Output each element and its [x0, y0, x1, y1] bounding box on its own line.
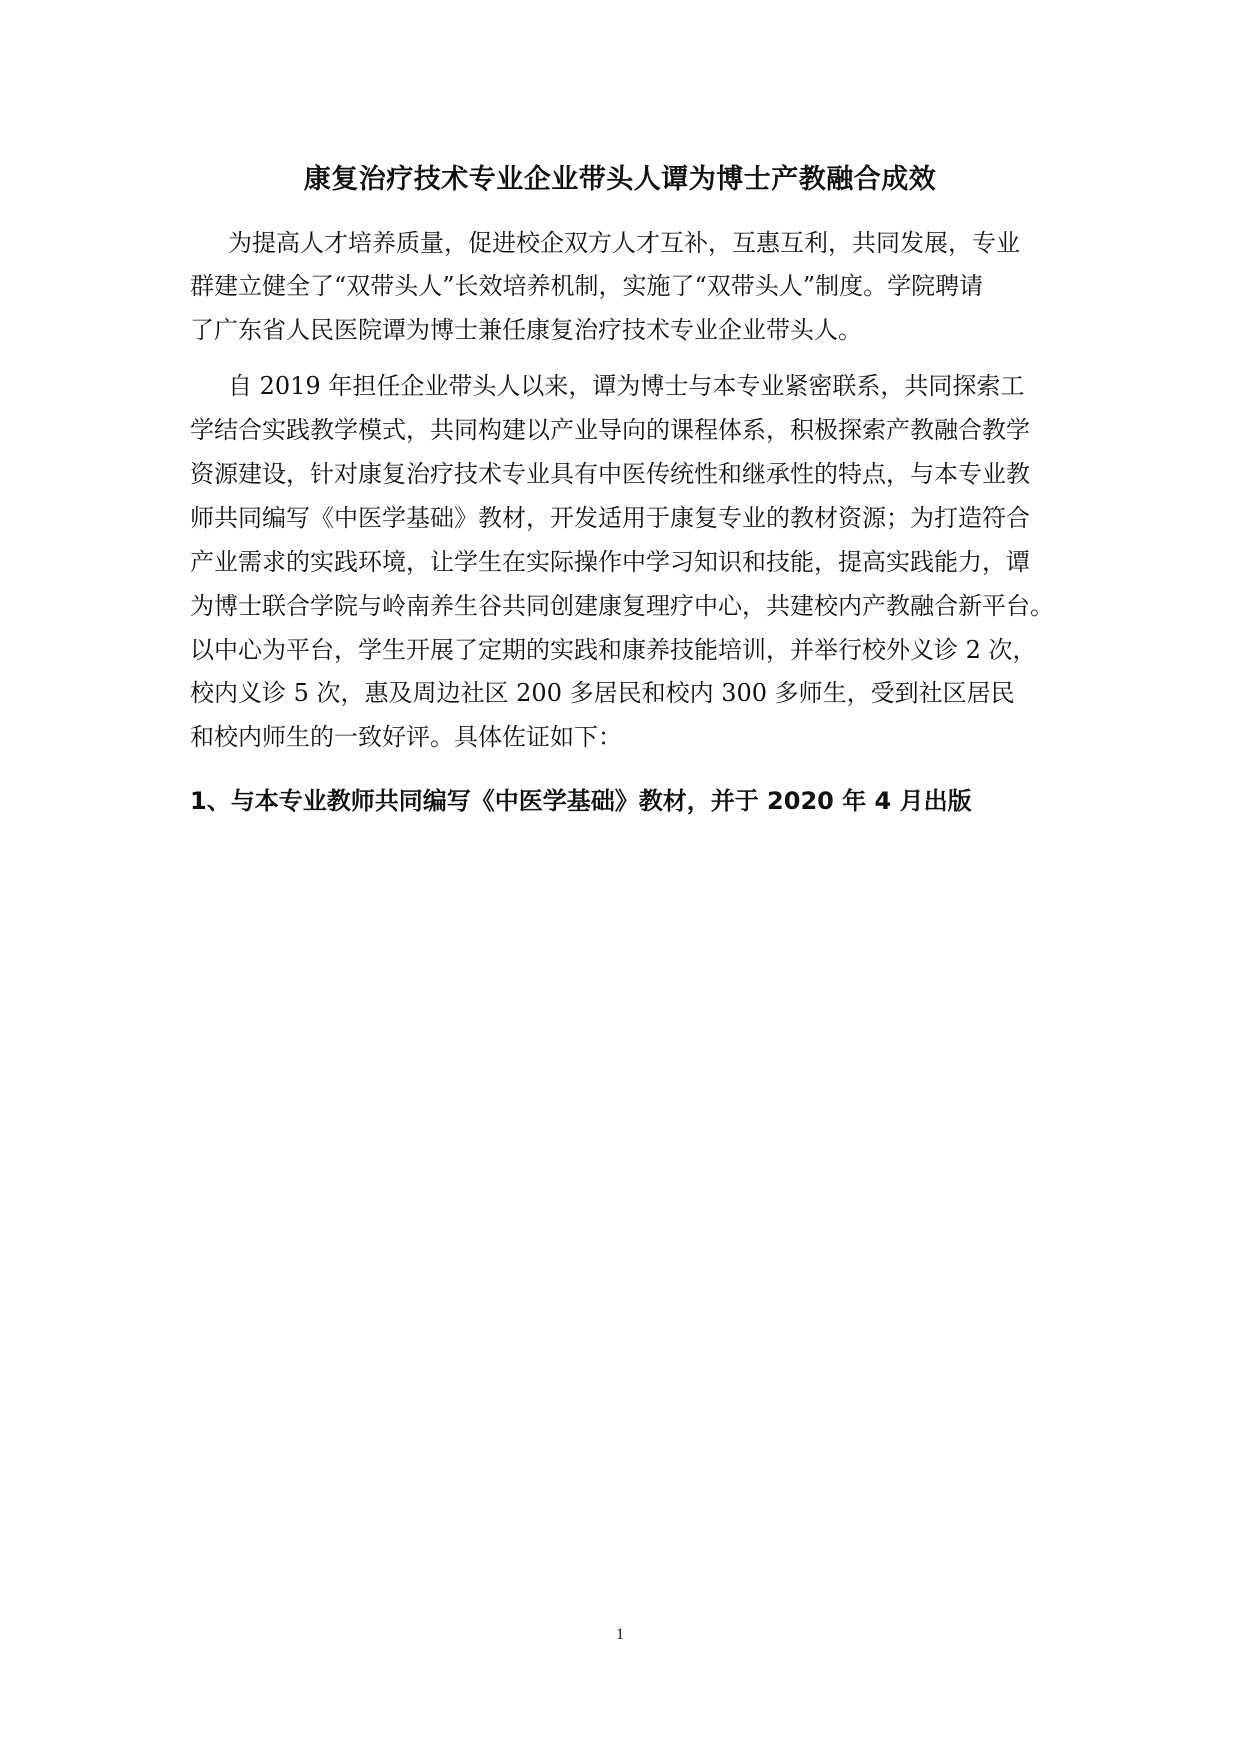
paragraph-line: 以中心为平台，学生开展了定期的实践和康养技能培训，并举行校外义诊 2 次， [190, 636, 1037, 664]
paragraph-line: 校内义诊 5 次，惠及周边社区 200 多居民和校内 300 多师生，受到社区居民 [190, 679, 1015, 707]
paragraph-line: 学结合实践教学模式，共同构建以产业导向的课程体系，积极探索产教融合教学 [190, 416, 1030, 444]
paragraph-line: 了广东省人民医院谭为博士兼任康复治疗技术专业企业带头人。 [190, 316, 862, 344]
paragraph-line: 为博士联合学院与岭南养生谷共同创建康复理疗中心，共建校内产教融合新平台。 [190, 592, 1054, 620]
page-number: 1 [616, 1626, 624, 1643]
document-title: 康复治疗技术专业企业带头人谭为博士产教融合成效 [303, 164, 937, 195]
paragraph-line: 自 2019 年担任企业带头人以来，谭为博士与本专业紧密联系，共同探索工 [228, 372, 1025, 400]
paragraph-line: 和校内师生的一致好评。具体佐证如下： [190, 723, 622, 751]
paragraph-line: 产业需求的实践环境，让学生在实际操作中学习知识和技能，提高实践能力，谭 [190, 548, 1030, 576]
paragraph-line: 资源建设，针对康复治疗技术专业具有中医传统性和继承性的特点，与本专业教 [190, 460, 1030, 488]
paragraph-line: 群建立健全了“双带头人”长效培养机制，实施了“双带头人”制度。学院聘请 [190, 272, 984, 300]
evidence-item-heading: 1、与本专业教师共同编写《中医学基础》教材，并于 2020 年 4 月出版 [190, 787, 972, 815]
paragraph-line: 师共同编写《中医学基础》教材，开发适用于康复专业的教材资源；为打造符合 [190, 504, 1030, 532]
paragraph-line: 为提高人才培养质量，促进校企双方人才互补，互惠互利，共同发展，专业 [228, 229, 1020, 257]
